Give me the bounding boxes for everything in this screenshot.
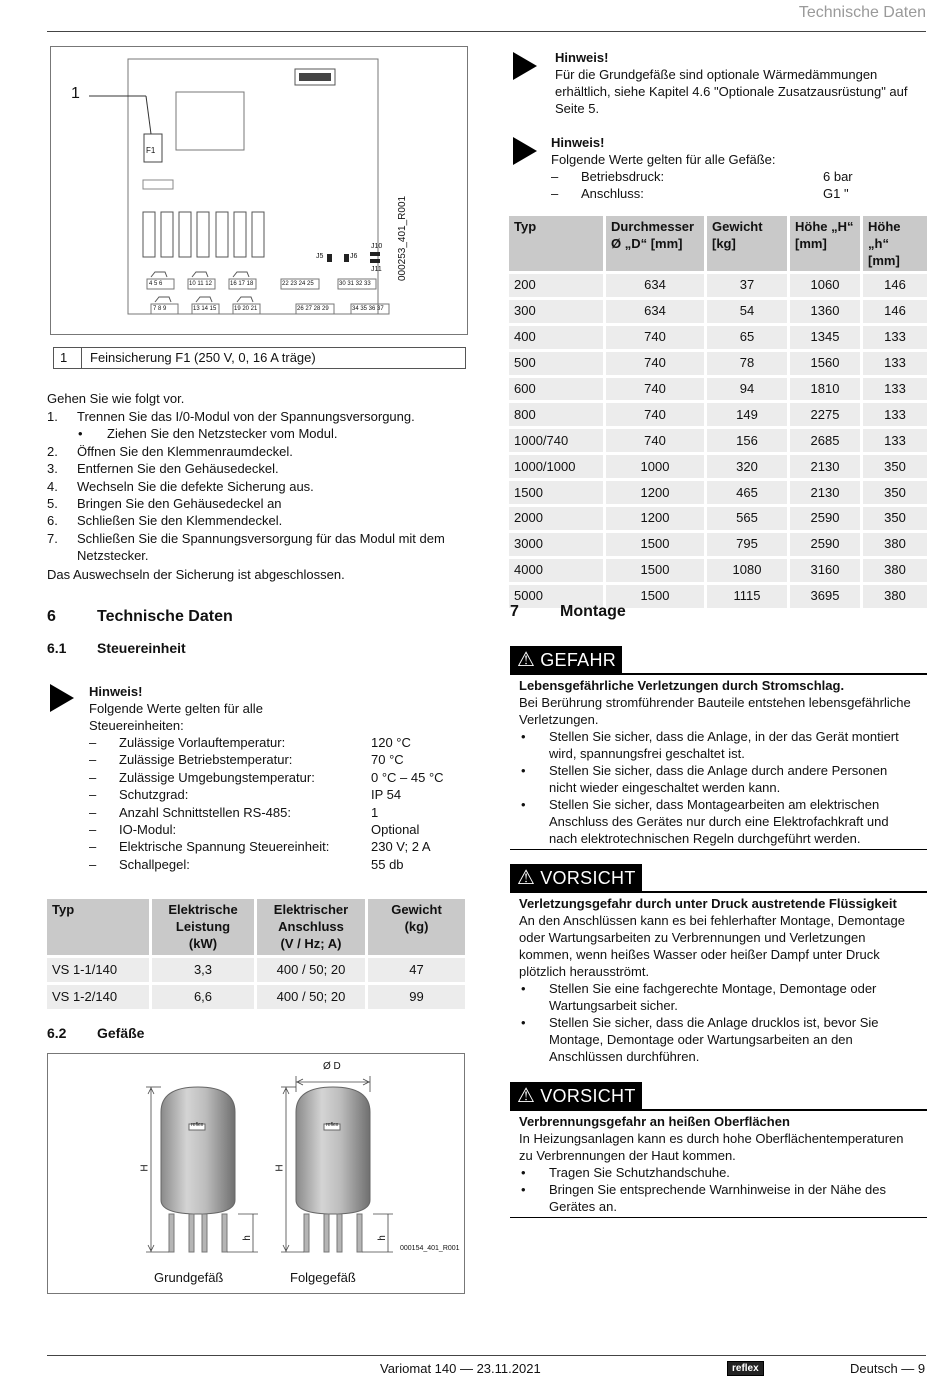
warning-rule [510,891,927,893]
vessel-left [161,1087,235,1252]
table-header [152,899,254,955]
note-arrow-icon [513,52,537,80]
spec-key: Betriebsdruck: [581,169,665,184]
spec-value: Optional [371,821,420,837]
table-cell: 133 [863,378,927,401]
step-text: Netzstecker. [77,548,149,564]
warning-bullet: Stellen Sie sicher, dass die Anlage, in der das Gerät montiert wird, spannungsfrei geschaltet ist. [549,729,899,761]
header-text: Anschluss [278,919,344,934]
step-bullet: • [78,426,83,442]
figure-legend [53,347,466,369]
section-title: Technische Daten [97,608,233,625]
table-row [509,507,927,530]
step-text: Schließen Sie den Klemmendeckel. [77,513,283,529]
jumper-label-j6: J6 [350,253,358,260]
control-unit-table [44,896,468,1012]
spec-key: Anzahl Schnittstellen RS-485: [119,804,291,820]
note-title: Hinweis! [555,50,609,65]
warning-end-rule [510,849,927,850]
step-text: Bringen Sie den Gehäusedeckel an [77,495,282,511]
table-cell: 400 / 50; 20 [257,985,365,1009]
terminal-label: 30 31 32 33 [339,281,371,287]
warning-text: An den Anschlüssen kann es bei fehlerhafter Montage, Demontage oder Wartungsarbeiten zu Verbrennungen und Verletzungen kommen, wenn heißes Wasser oder heißer Dampf unter Druck plötzlich herausströmt. [519,913,905,979]
table-row [509,533,927,556]
table-header [509,216,603,271]
table-cell: 1810 [790,378,860,401]
section-title: Montage [560,603,626,620]
circuit-board-diagram [50,46,468,335]
table-row [47,985,465,1009]
table-cell: 156 [707,429,787,452]
table-cell: 54 [707,300,787,323]
dimension-height-label: H [274,1164,286,1172]
terminal-label: 26 27 28 29 [297,306,329,312]
note-arrow-icon [50,684,74,712]
table-row [509,481,927,504]
table-cell: 149 [707,403,787,426]
header-text: Leistung [175,919,231,934]
table-cell: 380 [863,585,927,608]
table-cell: 47 [368,958,465,982]
table-row [509,378,927,401]
table-header [257,899,365,955]
fuse-label: F1 [146,146,156,155]
caption-base-vessel: Grundgefäß [154,1270,224,1285]
spec-key: Anschluss: [581,186,644,202]
table-cell: 465 [707,481,787,504]
terminal-label: 16 17 18 [230,281,254,287]
step-text: Wechseln Sie die defekte Sicherung aus. [77,478,314,494]
note-insulation [555,49,925,117]
header-text: (kW) [188,936,218,951]
table-cell: 1500 [509,481,603,504]
callout-number: 1 [71,85,80,102]
spec-key: Zulässige Vorlauftemperatur: [119,735,286,750]
table-header [863,216,927,271]
header-rule [47,31,926,32]
table-cell: 2590 [790,533,860,556]
table-cell: 380 [863,559,927,582]
table-cell: 99 [368,985,465,1009]
step-number: 5. [47,495,58,511]
table-row [509,352,927,375]
warning-badge [510,864,642,891]
warning-badge-text: GEFAHR [540,650,617,670]
jumper-label-j5: J5 [316,253,324,260]
header-text: Typ [52,902,75,917]
dash: – [89,735,97,750]
jumper-label-j11: J11 [371,266,382,273]
warning-bullet: Tragen Sie Schutzhandschuhe. [549,1165,730,1180]
table-cell: 2275 [790,403,860,426]
table-cell: 1000 [606,455,704,478]
table-header-row [509,216,927,271]
table-cell: 133 [863,429,927,452]
table-row [509,326,927,349]
bullet-icon: • [521,763,526,778]
footer-logo: reflex [727,1361,764,1376]
table-cell: 1000/1000 [509,455,603,478]
terminal-label: 4 5 6 [149,281,163,287]
subsection-number: 6.1 [47,640,67,656]
dimension-height-label: H [139,1164,151,1172]
table-cell: 350 [863,507,927,530]
table-cell: 320 [707,455,787,478]
procedure [47,390,467,583]
warning-triangle-icon: ⚠ [517,649,536,671]
table-cell: 740 [606,378,704,401]
spec-key: Zulässige Umgebungstemperatur: [119,769,315,785]
terminal-label: 7 8 9 [153,306,167,312]
spec-value: 55 db [371,856,404,872]
table-row [509,559,927,582]
terminal-label: 34 35 36 37 [352,306,384,312]
note-line: erhältlich, siehe Kapitel 4.6 "Optionale Zusatzausrüstung" auf [555,84,908,99]
warning-title: Verbrennungsgefahr an heißen Oberflächen [519,1114,790,1129]
table-cell: 1115 [707,585,787,608]
table-cell: 5000 [509,585,603,608]
note-vessels [551,134,925,203]
table-cell: 500 [509,352,603,375]
table-cell: 350 [863,481,927,504]
warning-bullet: Stellen Sie eine fachgerechte Montage, Demontage oder Wartungsarbeit sicher. [549,981,877,1013]
header-text: Ø „D“ [mm] [611,236,683,251]
table-header [790,216,860,271]
warning-rule [510,673,927,675]
table-cell: 740 [606,326,704,349]
table-cell: 1200 [606,507,704,530]
warning-badge-text: VORSICHT [540,1086,636,1106]
header-text: [mm] [868,253,900,268]
step-text: Ziehen Sie den Netzstecker vom Modul. [107,426,338,442]
table-cell: 1560 [790,352,860,375]
warning-text: In Heizungsanlagen kann es durch hohe Oberflächentemperaturen zu Verbrennungen der Haut kommen. [519,1131,904,1163]
spec-value: 230 V; 2 A [371,839,431,855]
bullet-icon: • [521,1182,526,1197]
table-cell: 200 [509,274,603,297]
warning-title: Verletzungsgefahr durch unter Druck austretende Flüssigkeit [519,896,897,911]
warning-caution-hot-surface [510,1082,927,1218]
warning-rule [510,1109,927,1111]
note-line: Steuereinheiten: [89,718,184,733]
spec-value: 6 bar [823,169,853,184]
table-cell: 1500 [606,559,704,582]
table-cell: 1500 [606,585,704,608]
table-cell: VS 1-2/140 [47,985,149,1009]
step-text: Trennen Sie das I/0-Modul von der Spannungsversorgung. [77,409,415,424]
step-text: Schließen Sie die Spannungsversorgung für das Modul mit dem [77,530,445,546]
warning-title: Lebensgefährliche Verletzungen durch Stromschlag. [519,678,845,693]
dimension-diameter-label: Ø D [323,1061,341,1072]
header-text: Gewicht [712,219,763,234]
table-cell: 3,3 [152,958,254,982]
note-line: Für die Grundgefäße sind optionale Wärmedämmungen [555,67,878,82]
header-text: Höhe „h“ [868,219,901,251]
table-row [509,274,927,297]
dash: – [89,804,97,820]
spec-key: Schutzgrad: [119,787,189,803]
table-cell: 634 [606,300,704,323]
caption-follow-vessel: Folgegefäß [290,1270,356,1285]
header-text: Durchmesser [611,219,695,234]
procedure-intro: Gehen Sie wie folgt vor. [47,391,185,406]
table-cell: 65 [707,326,787,349]
table-header [368,899,465,955]
dash: – [89,856,97,872]
warning-bullet: Bringen Sie entsprechende Warnhinweise in der Nähe des Gerätes an. [549,1182,886,1214]
header-text: Elektrischer [273,902,349,917]
spec-key: Schallpegel: [119,856,190,872]
table-cell: 1345 [790,326,860,349]
header-text: (kg) [404,919,429,934]
figure-code: 000253_401_R001 [397,195,408,281]
table-cell: 1200 [606,481,704,504]
subsection-number: 6.2 [47,1025,67,1041]
spec-value: 0 °C – 45 °C [371,769,444,785]
subsection-title: Steuereinheit [97,640,186,656]
vessel-table [506,213,930,611]
note-line: Folgende Werte gelten für alle [89,701,263,716]
table-cell: 740 [606,429,704,452]
warning-caution-pressure [510,864,927,1065]
footer-document: Variomat 140 — 23.11.2021 [380,1361,541,1376]
step-text: Entfernen Sie den Gehäusedeckel. [77,461,279,477]
header-text: Gewicht [391,902,442,917]
table-cell: VS 1-1/140 [47,958,149,982]
table-cell: 133 [863,352,927,375]
table-cell: 565 [707,507,787,530]
table-header-row [47,899,465,955]
table-cell: 795 [707,533,787,556]
spec-value: 70 °C [371,752,404,768]
spec-value: IP 54 [371,787,402,803]
warning-bullet: Stellen Sie sicher, dass Montagearbeiten am elektrischen Anschluss des Gerätes nur durch eine Elektrofachkraft und nach elektrotechnischen Regeln durchgeführt werden. [549,797,889,846]
spec-value: G1 " [823,186,849,202]
vessel-right [296,1087,370,1252]
step-number: 7. [47,530,58,546]
legend-number: 1 [54,348,82,368]
spec-key: IO-Modul: [119,821,177,837]
footer-page: Deutsch — 9 [850,1361,926,1376]
table-header [47,899,149,955]
table-cell: 3695 [790,585,860,608]
table-cell: 634 [606,274,704,297]
vessel-table-body [509,274,927,608]
table-cell: 4000 [509,559,603,582]
table-cell: 146 [863,300,927,323]
table-cell: 146 [863,274,927,297]
dimension-leg-height-label: h [376,1235,388,1241]
header-text: [mm] [795,236,827,251]
note-line: Seite 5. [555,101,600,116]
table-header [707,216,787,271]
step-number: 4. [47,478,58,494]
header-text: (V / Hz; A) [280,936,342,951]
terminal-label: 10 11 12 [189,281,212,287]
step-number: 2. [47,443,58,459]
dash: – [551,169,559,184]
table-cell: 133 [863,403,927,426]
header-text: Elektrische [168,902,238,917]
table-cell: 600 [509,378,603,401]
subsection-title: Gefäße [97,1025,145,1041]
table-cell: 1000/740 [509,429,603,452]
warning-badge [510,1082,642,1109]
table-cell: 1500 [606,533,704,556]
dash: – [89,839,97,855]
table-cell: 740 [606,352,704,375]
header-text: Typ [514,219,537,234]
table-cell: 2685 [790,429,860,452]
bullet-icon: • [521,797,526,812]
vessel-brand-label: reflex [326,1122,339,1128]
table-cell: 133 [863,326,927,349]
spec-key: Zulässige Betriebstemperatur: [119,752,293,768]
table-cell: 3160 [790,559,860,582]
table-row [509,429,927,452]
table-cell: 2130 [790,455,860,478]
warning-badge [510,646,622,673]
spec-value: 120 °C [371,735,411,750]
dash: – [89,769,97,785]
warning-end-rule [510,1217,927,1218]
warning-badge-text: VORSICHT [540,868,636,888]
table-cell: 94 [707,378,787,401]
warning-triangle-icon: ⚠ [517,1085,536,1107]
note-steuereinheit [89,683,469,873]
table-cell: 800 [509,403,603,426]
dimension-leg-height-label: h [241,1235,253,1241]
procedure-outro: Das Auswechseln der Sicherung ist abgeschlossen. [47,566,345,582]
table-cell: 380 [863,533,927,556]
table-row [47,958,465,982]
table-cell: 350 [863,455,927,478]
step-number: 1. [47,409,58,424]
terminal-label: 13 14 15 [193,306,217,312]
table-row [509,300,927,323]
dash: – [89,752,97,768]
spec-value: 1 [371,804,379,820]
section-number: 7 [510,603,519,620]
table-cell: 2000 [509,507,603,530]
header-text: [kg] [712,236,736,251]
table-cell: 3000 [509,533,603,556]
section-number: 6 [47,608,56,625]
note-arrow-icon [513,137,537,165]
step-text: Öffnen Sie den Klemmenraumdeckel. [77,443,293,459]
jumper-label-j10: J10 [371,243,383,250]
table-cell: 1080 [707,559,787,582]
note-title: Hinweis! [551,135,605,150]
table-cell: 78 [707,352,787,375]
header-text: Höhe „H“ [795,219,854,234]
bullet-icon: • [521,729,526,744]
table-row [509,403,927,426]
table-cell: 1360 [790,300,860,323]
dash: – [89,821,97,837]
table-cell: 2590 [790,507,860,530]
warning-danger [510,646,927,850]
bullet-icon: • [521,981,526,996]
legend-text: Feinsicherung F1 (250 V, 0, 16 A träge) [90,350,316,365]
warning-bullet: Stellen Sie sicher, dass die Anlage drucklos ist, bevor Sie Montage, Demontage oder Wartungsarbeiten an den Anschlüssen durchführen. [549,1015,879,1064]
dash: – [89,787,97,803]
bullet-icon: • [521,1165,526,1180]
table-cell: 740 [606,403,704,426]
page-header-title: Technische Daten [798,4,926,21]
bullet-icon: • [521,1015,526,1030]
table-header [606,216,704,271]
terminal-label: 22 23 24 25 [282,281,314,287]
vessel-figure [47,1053,465,1294]
table-cell: 400 [509,326,603,349]
warning-text: Bei Berührung stromführender Bauteile entstehen lebensgefährliche Verletzungen. [519,695,911,727]
table-cell: 2130 [790,481,860,504]
step-number: 6. [47,513,58,529]
step-number: 3. [47,461,58,477]
table-cell: 300 [509,300,603,323]
table-row [509,455,927,478]
note-line: Folgende Werte gelten für alle Gefäße: [551,152,776,167]
table-cell: 37 [707,274,787,297]
table-cell: 6,6 [152,985,254,1009]
spec-key: Elektrische Spannung Steuereinheit: [119,839,330,855]
vessel-brand-label: reflex [191,1122,204,1128]
table-cell: 400 / 50; 20 [257,958,365,982]
warning-triangle-icon: ⚠ [517,867,536,889]
warning-bullet: Stellen Sie sicher, dass die Anlage durch andere Personen nicht wieder eingeschaltet werden kann. [549,763,888,795]
note-title: Hinweis! [89,684,143,699]
terminal-label: 19 20 21 [234,306,258,312]
table-cell: 1060 [790,274,860,297]
footer-rule [47,1355,926,1356]
figure-code: 000154_401_R001 [400,1245,460,1252]
dash: – [551,186,559,202]
vessel-drawing [48,1054,464,1293]
